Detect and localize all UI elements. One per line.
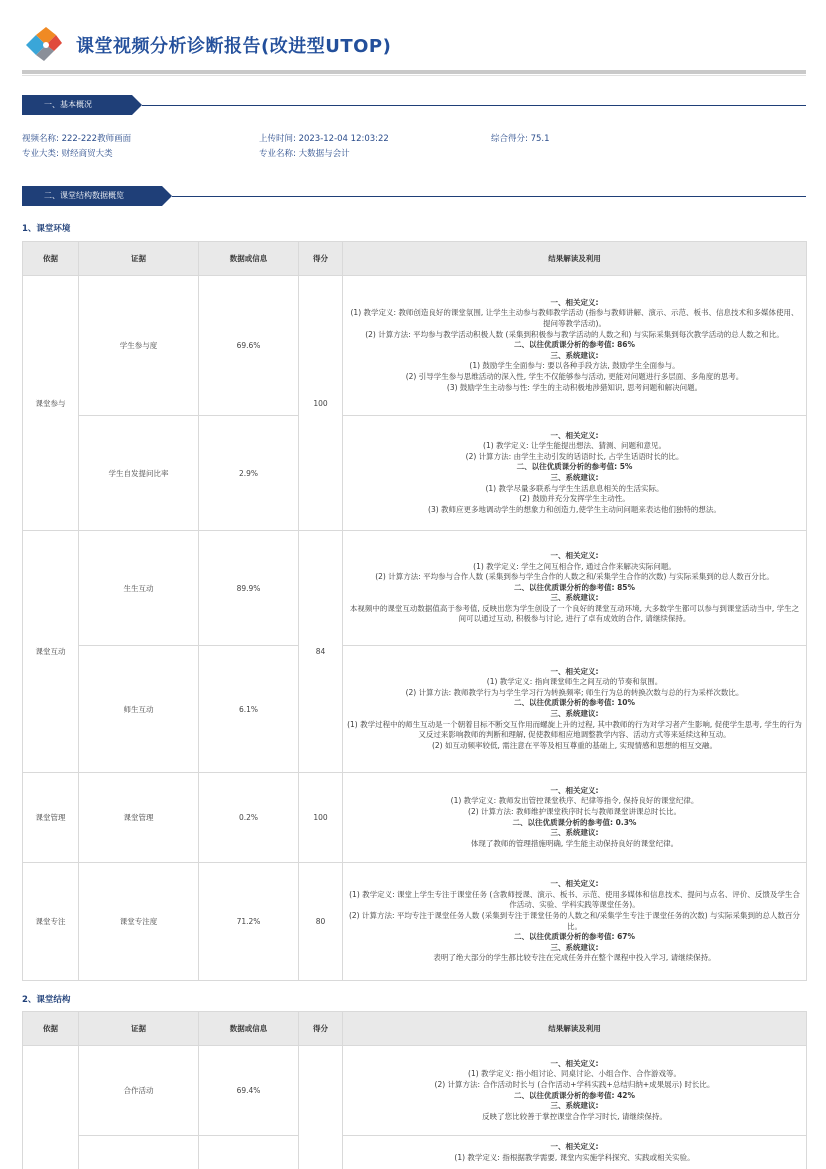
evidence-cell: 师生互动: [79, 646, 199, 773]
table-header-row: [23, 1012, 807, 1046]
header-score: 得分: [299, 242, 343, 276]
data-cell: 69.4%: [199, 1046, 299, 1136]
interp-heading: 二、以往优质课分析的参考值: 86%: [513, 340, 636, 350]
upload-time: 上传时间: 2023-12-04 12:03:22: [259, 134, 389, 144]
table-row: [23, 416, 807, 531]
data-cell: 69.6%: [199, 276, 299, 416]
score-cell: 84: [299, 531, 343, 773]
basis-cell: 课堂管理: [23, 773, 79, 863]
score-cell: 100: [299, 276, 343, 531]
interp-line: (2) 计算方法: 教师教学行为与学生学习行为转换频率; 师生行为总的转换次数与总的行为采样次数比。: [405, 687, 744, 697]
interp-line: 反映了您比较善于掌控课堂合作学习时长, 请继续保持。: [482, 1111, 667, 1121]
basis-cell: 课堂参与: [23, 276, 79, 531]
interpretation-cell: [343, 531, 807, 646]
data-cell: 0.2%: [199, 773, 299, 863]
header-divider-thin: [22, 75, 806, 76]
interp-heading: 三、系统建议:: [550, 593, 599, 603]
interp-line: (1) 鼓励学生全面参与: 要以各种手段方法, 鼓励学生全面参与。: [469, 361, 680, 371]
interp-line: (1) 教学定义: 指小组讨论、同桌讨论、小组合作、合作游戏等。: [468, 1069, 681, 1079]
table-row: [23, 863, 807, 981]
interp-heading: 二、以往优质课分析的参考值: 67%: [513, 932, 636, 942]
header-interpretation: 结果解读及利用: [343, 1012, 807, 1046]
interp-line: (2) 计算方法: 教师维护课堂秩序时长与教师课堂讲课总时长比。: [468, 806, 681, 816]
interp-heading: 二、以往优质课分析的参考值: 10%: [513, 698, 636, 708]
data-cell: 2.9%: [199, 416, 299, 531]
interp-line: (2) 鼓励并充分发挥学生主动性。: [519, 494, 630, 504]
interp-heading: 三、系统建议:: [550, 828, 599, 838]
interpretation-cell: [343, 646, 807, 773]
data-cell: 89.9%: [199, 531, 299, 646]
section-arrow: [162, 186, 172, 206]
table-row: [23, 531, 807, 646]
evidence-cell: 课堂专注度: [79, 863, 199, 981]
interp-heading: 三、系统建议:: [550, 1101, 599, 1111]
interpretation-cell: [343, 1136, 807, 1169]
interp-line: (1) 教学过程中的师生互动是一个朝着目标不断交互作用而螺旋上升的过程, 其中教师的行为对学习者产生影响, 促使学生思考, 学生的行为又反过来影响教师的判断和理解, 促使教师相应地调整教学内容、活动方式等来延续这种互动。: [347, 719, 802, 740]
interp-line: (3) 鼓励学生主动参与性: 学生的主动积极地涉猎知识, 思考问题和解决问题。: [446, 382, 703, 392]
header-evidence: 证据: [79, 242, 199, 276]
section-line: [142, 105, 806, 106]
section-structure-heading: [22, 186, 806, 206]
interp-heading: 三、系统建议:: [550, 709, 599, 718]
section-basic-info-heading: [22, 95, 806, 115]
interp-heading: 三、系统建议:: [550, 473, 599, 482]
interp-line: (1) 教学定义: 学生之间互相合作, 通过合作来解决实际问题。: [473, 561, 676, 571]
basis-cell: 课堂专注: [23, 863, 79, 981]
interp-line: 表明了绝大部分的学生都比较专注在完成任务并在整个课程中投入学习, 请继续保持。: [433, 953, 716, 963]
interp-heading: 一、相关定义:: [550, 785, 599, 795]
puzzle-logo-icon: [22, 25, 62, 65]
interp-line: (2) 如互动频率较低, 需注意在平等及相互尊重的基础上, 实现情感和思想的相互交融。: [431, 740, 718, 750]
section-label: 二、课堂结构数据概览: [22, 186, 162, 206]
major-category: 专业大类: 财经商贸大类: [22, 149, 113, 159]
interp-line: (1) 教学定义: 指根据教学需要, 课堂内实施学科探究、实践或相关实验。: [454, 1152, 695, 1162]
table-row: [23, 276, 807, 416]
score-cell: 100: [299, 773, 343, 863]
interpretation-cell: [343, 416, 807, 531]
interp-line: (1) 教学尽量多联系与学生生活息息相关的生活实际。: [485, 483, 664, 493]
table-row: [23, 773, 807, 863]
table-row: [23, 646, 807, 773]
subsection-structure-title: 2、课堂结构: [22, 995, 71, 1005]
interpretation-cell: [343, 276, 807, 416]
interp-heading: 二、以往优质课分析的参考值: 5%: [516, 462, 633, 472]
interpretation-cell: [343, 863, 807, 981]
interp-heading: 一、相关定义:: [550, 666, 599, 676]
table-header-row: [23, 242, 807, 276]
header-data: 数据或信息: [199, 1012, 299, 1046]
table-row: [23, 1046, 807, 1136]
interp-heading: 三、系统建议:: [550, 942, 599, 952]
header-basis: 依据: [23, 1012, 79, 1046]
data-cell: [199, 1136, 299, 1169]
subsection-environment-title: 1、课堂环境: [22, 224, 71, 234]
interp-heading: 二、以往优质课分析的参考值: 85%: [513, 582, 636, 592]
evidence-cell: 学生参与度: [79, 276, 199, 416]
interp-line: (1) 教学定义: 指向课堂师生之间互动的节奏和氛围。: [486, 677, 663, 687]
interpretation-cell: [343, 1046, 807, 1136]
interp-line: (2) 计算方法: 合作活动时长与 (合作活动+学科实践+总结归纳+成果展示) 时长比。: [434, 1079, 715, 1089]
interp-heading: 一、相关定义:: [550, 1058, 599, 1068]
evidence-cell: 合作活动: [79, 1046, 199, 1136]
score-cell: [299, 1046, 343, 1169]
score-cell: 80: [299, 863, 343, 981]
interp-heading: 一、相关定义:: [550, 430, 599, 440]
header-basis: 依据: [23, 242, 79, 276]
video-name: 视频名称: 222-222教师画面: [22, 134, 132, 144]
evidence-cell: 生生互动: [79, 531, 199, 646]
interp-line: (2) 计算方法: 平均参与教学活动积极人数 (采集到积极参与教学活动的人数之和) 与实际采集到每次教学活动的总人数之和比。: [365, 329, 784, 339]
interp-line: 本视频中的课堂互动数据值高于参考值, 反映出您为学生创设了一个良好的课堂互动环境, 大多数学生都可以参与到课堂活动当中, 学生之间可以通过互动, 积极参与讨论, 进行了卓有成效的合作, 请继续保持。: [349, 603, 800, 624]
evidence-cell: 课堂管理: [79, 773, 199, 863]
header-interpretation: 结果解读及利用: [343, 242, 807, 276]
interp-heading: 一、相关定义:: [550, 297, 599, 307]
interpretation-cell: [343, 773, 807, 863]
interp-line: 体现了教师的管理措施明确, 学生能主动保持良好的课堂纪律。: [470, 838, 679, 848]
report-header: [22, 22, 812, 68]
header-divider: [22, 70, 806, 74]
header-evidence: 证据: [79, 1012, 199, 1046]
evidence-cell: 学生自发提问比率: [79, 416, 199, 531]
interp-heading: 二、以往优质课分析的参考值: 42%: [513, 1090, 636, 1100]
interp-line: (1) 教学定义: 教师发出管控课堂秩序、纪律等指令, 保持良好的课堂纪律。: [450, 796, 699, 806]
header-data: 数据或信息: [199, 242, 299, 276]
overall-score: 综合得分: 75.1: [491, 134, 550, 144]
interp-line: (2) 引导学生参与思维活动的深入性, 学生不仅能够参与活动, 更能对问题进行多层面、多角度的思考。: [405, 371, 744, 381]
interp-line: (1) 教学定义: 教师创造良好的课堂氛围, 让学生主动参与教师教学活动 (指参与教师讲解、演示、示范、板书、信息技术和多媒体使用、提问等教学活动)。: [350, 308, 799, 329]
interp-line: (3) 教师应更多地调动学生的想象力和创造力,使学生主动问问题来表达他们独特的想法。: [428, 504, 721, 514]
environment-table: [22, 241, 807, 981]
structure-table: [22, 1011, 807, 1169]
table-row: [23, 1136, 807, 1169]
data-cell: 6.1%: [199, 646, 299, 773]
interp-heading: 一、相关定义:: [550, 550, 599, 560]
evidence-cell: [79, 1136, 199, 1169]
interp-line: (2) 计算方法: 由学生主动引发的话语时长, 占学生话语时长的比。: [465, 451, 684, 461]
header-score: 得分: [299, 1012, 343, 1046]
interp-line: (2) 计算方法: 平均专注于课堂任务人数 (采集到专注于课堂任务的人数之和/采集学生专注于课堂任务的次数) 与实际采集到的总人数百分比。: [348, 910, 801, 931]
section-label: 一、基本概况: [22, 95, 132, 115]
major-name: 专业名称: 大数据与会计: [259, 149, 350, 159]
basis-cell: [23, 1046, 79, 1169]
basis-cell: 课堂互动: [23, 531, 79, 773]
interp-heading: 一、相关定义:: [550, 1142, 599, 1151]
section-arrow: [132, 95, 142, 115]
interp-heading: 三、系统建议:: [550, 350, 599, 360]
interp-line: (2) 计算方法: 平均参与合作人数 (采集到参与学生合作的人数之和/采集学生合作的次数) 与实际采集到的总人数百分比。: [375, 572, 774, 582]
section-line: [172, 196, 806, 197]
interp-line: (1) 教学定义: 课堂上学生专注于课堂任务 (含教师授课、演示、板书、示范、使用多媒体和信息技术、提问与点名、评价、反馈及学生合作活动、实验、学科实践等课堂任务)。: [349, 889, 800, 910]
report-title: 课堂视频分析诊断报告(改进型UTOP): [76, 36, 392, 57]
interp-heading: 二、以往优质课分析的参考值: 0.3%: [512, 817, 637, 827]
interp-heading: 一、相关定义:: [550, 879, 599, 889]
data-cell: 71.2%: [199, 863, 299, 981]
interp-line: (1) 教学定义: 让学生能提出想法、猜测、问题和意见。: [483, 441, 666, 451]
